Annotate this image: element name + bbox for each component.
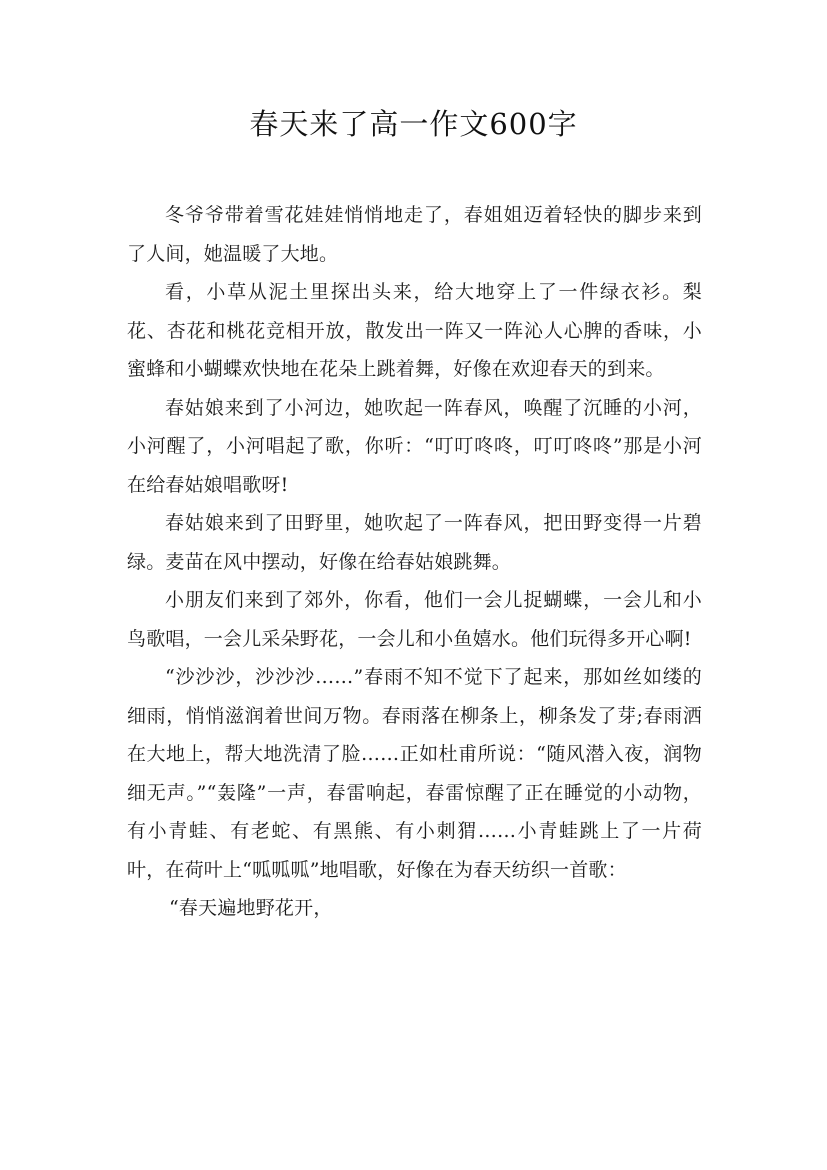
paragraph: “沙沙沙，沙沙沙……”春雨不知不觉下了起来，那如丝如缕的细雨，悄悄滋润着世间万物。春雨落在柳条上，柳条发了芽;春雨洒在大地上，帮大地洗清了脸……正如杜甫所说：“随风潜入夜，润物细无声。”“轰隆”一声，春雷响起，春雷惊醒了正在睡觉的小动物，有小青蛙、有老蛇、有黑熊、有小刺猬……小青蛙跳上了一片荷叶，在荷叶上“呱呱呱”地唱歌，好像在为春天纺织一首歌： — [127, 666, 702, 881]
paragraph: 冬爷爷带着雪花娃娃悄悄地走了，春姐姐迈着轻快的脚步来到了人间，她温暖了大地。 — [127, 204, 702, 265]
essay-body — [127, 196, 702, 928]
paragraph: 看，小草从泥土里探出头来，给大地穿上了一件绿衣衫。梨花、杏花和桃花竞相开放，散发出一阵又一阵沁人心脾的香味，小蜜蜂和小蝴蝶欢快地在花朵上跳着舞，好像在欢迎春天的到来。 — [127, 281, 702, 380]
paragraph: 春姑娘来到了田野里，她吹起了一阵春风，把田野变得一片碧绿。麦苗在风中摆动，好像在给春姑娘跳舞。 — [127, 512, 702, 573]
verse-line: “春天遍地野花开， — [169, 897, 333, 919]
paragraph: 春姑娘来到了小河边，她吹起一阵春风，唤醒了沉睡的小河，小河醒了，小河唱起了歌，你听：“叮叮咚咚，叮叮咚咚”那是小河在给春姑娘唱歌呀! — [127, 396, 702, 496]
paragraph: 小朋友们来到了郊外，你看，他们一会儿捉蝴蝶，一会儿和小鸟歌唱，一会儿采朵野花，一会儿和小鱼嬉水。他们玩得多开心啊! — [127, 589, 702, 650]
document-title: 春天来了高一作文600字 — [249, 107, 578, 141]
